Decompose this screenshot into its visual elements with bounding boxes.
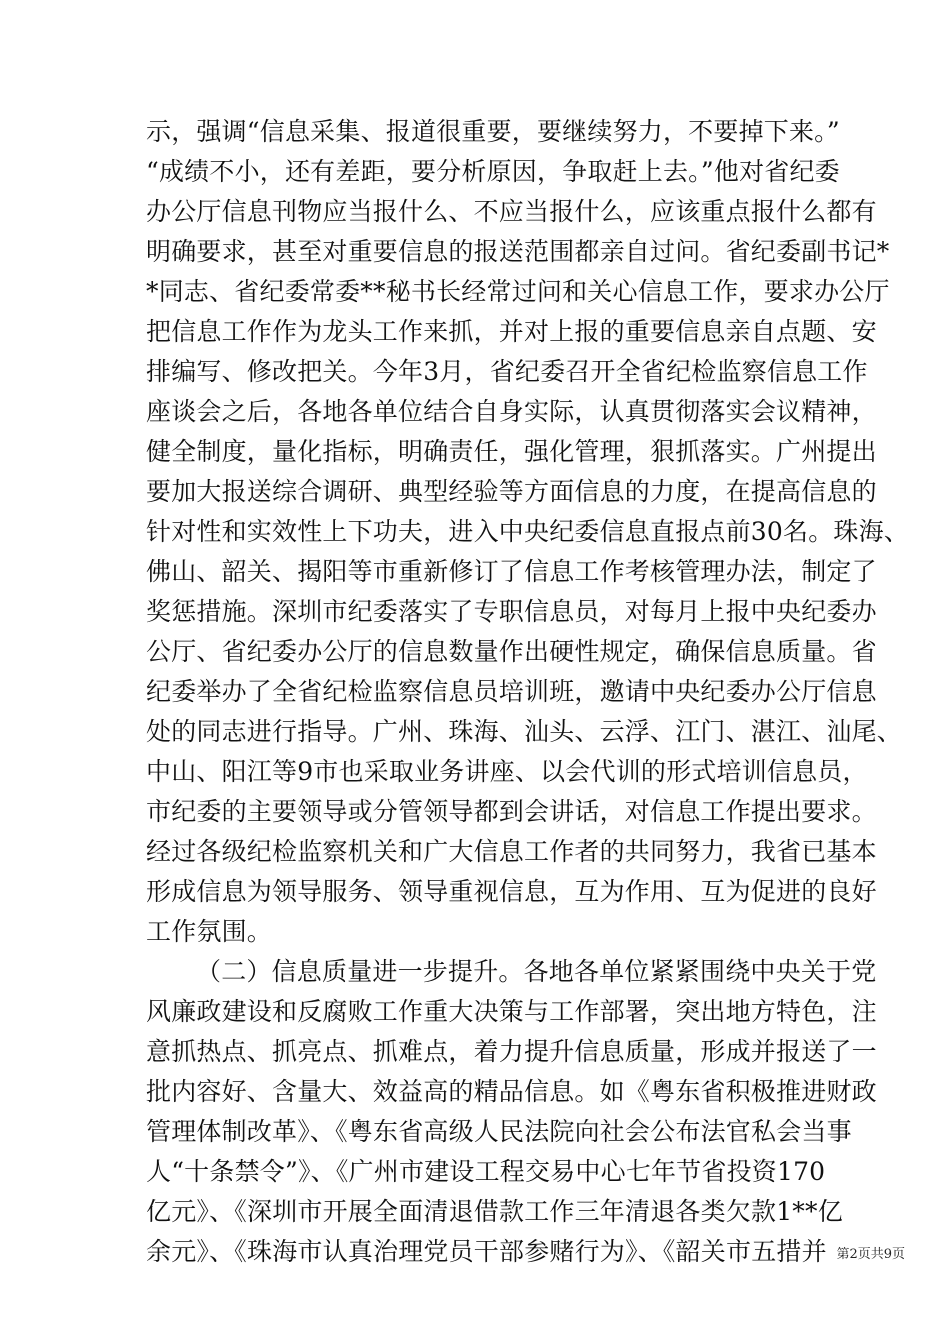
text-line: 办公厅信息刊物应当报什么、不应当报什么，应该重点报什么都有	[146, 197, 877, 226]
text-line: 风廉政建设和反腐败工作重大决策与工作部署，突出地方特色，注	[146, 997, 877, 1026]
text-line: 明确要求，甚至对重要信息的报送范围都亲自过问。省纪委副书记*	[146, 237, 890, 266]
text-line: 示，强调“信息采集、报道很重要，要继续努力，不要掉下来。”	[146, 117, 840, 146]
text-line: *同志、省纪委常委**秘书长经常过问和关心信息工作，要求办公厅	[146, 277, 890, 306]
text-line: 中山、阳江等9市也采取业务讲座、以会代训的形式培训信息员，	[146, 757, 868, 786]
text-line: 健全制度，量化指标，明确责任，强化管理，狠抓落实。广州提出	[146, 437, 877, 466]
text-line: 把信息工作作为龙头工作来抓，并对上报的重要信息亲自点题、安	[146, 317, 877, 346]
text-line: 意抓热点、抓亮点、抓难点，着力提升信息质量，形成并报送了一	[146, 1037, 877, 1066]
text-line: “成绩不小，还有差距，要分析原因，争取赶上去。”他对省纪委	[146, 157, 840, 186]
text-line: 人“十条禁令”》、《广州市建设工程交易中心七年节省投资170	[146, 1157, 826, 1186]
text-line: 奖惩措施。深圳市纪委落实了专职信息员，对每月上报中央纪委办	[146, 597, 877, 626]
text-line: 处的同志进行指导。广州、珠海、汕头、云浮、江门、湛江、汕尾、	[146, 717, 903, 746]
page-number: 第2页共9页	[836, 1247, 905, 1262]
text-line: 余元》、《珠海市认真治理党员干部参赌行为》、《韶关市五措并	[146, 1237, 827, 1266]
text-line: 要加大报送综合调研、典型经验等方面信息的力度，在提高信息的	[146, 477, 877, 506]
text-line: 批内容好、含量大、效益高的精品信息。如《粤东省积极推进财政	[146, 1077, 877, 1106]
text-line: 纪委举办了全省纪检监察信息员培训班，邀请中央纪委办公厅信息	[146, 677, 877, 706]
text-line: 公厅、省纪委办公厅的信息数量作出硬性规定，确保信息质量。省	[146, 637, 877, 666]
text-line: 形成信息为领导服务、领导重视信息，互为作用、互为促进的良好	[146, 877, 877, 906]
section-heading-line: （二）信息质量进一步提升。各地各单位紧紧围绕中央关于党	[196, 957, 877, 986]
text-line: 亿元》、《深圳市开展全面清退借款工作三年清退各类欠款1**亿	[146, 1197, 843, 1226]
text-line: 经过各级纪检监察机关和广大信息工作者的共同努力，我省已基本	[146, 837, 877, 866]
text-line: 市纪委的主要领导或分管领导都到会讲话，对信息工作提出要求。	[146, 797, 877, 826]
text-line: 排编写、修改把关。今年3月，省纪委召开全省纪检监察信息工作	[146, 357, 868, 386]
text-line: 座谈会之后，各地各单位结合自身实际，认真贯彻落实会议精神，	[146, 397, 877, 426]
text-line: 针对性和实效性上下功夫，进入中央纪委信息直报点前30名。珠海、	[146, 517, 910, 546]
text-line: 佛山、韶关、揭阳等市重新修订了信息工作考核管理办法，制定了	[146, 557, 877, 586]
text-line: 工作氛围。	[146, 917, 273, 946]
text-line: 管理体制改革》、《粤东省高级人民法院向社会公布法官私会当事	[146, 1117, 852, 1146]
